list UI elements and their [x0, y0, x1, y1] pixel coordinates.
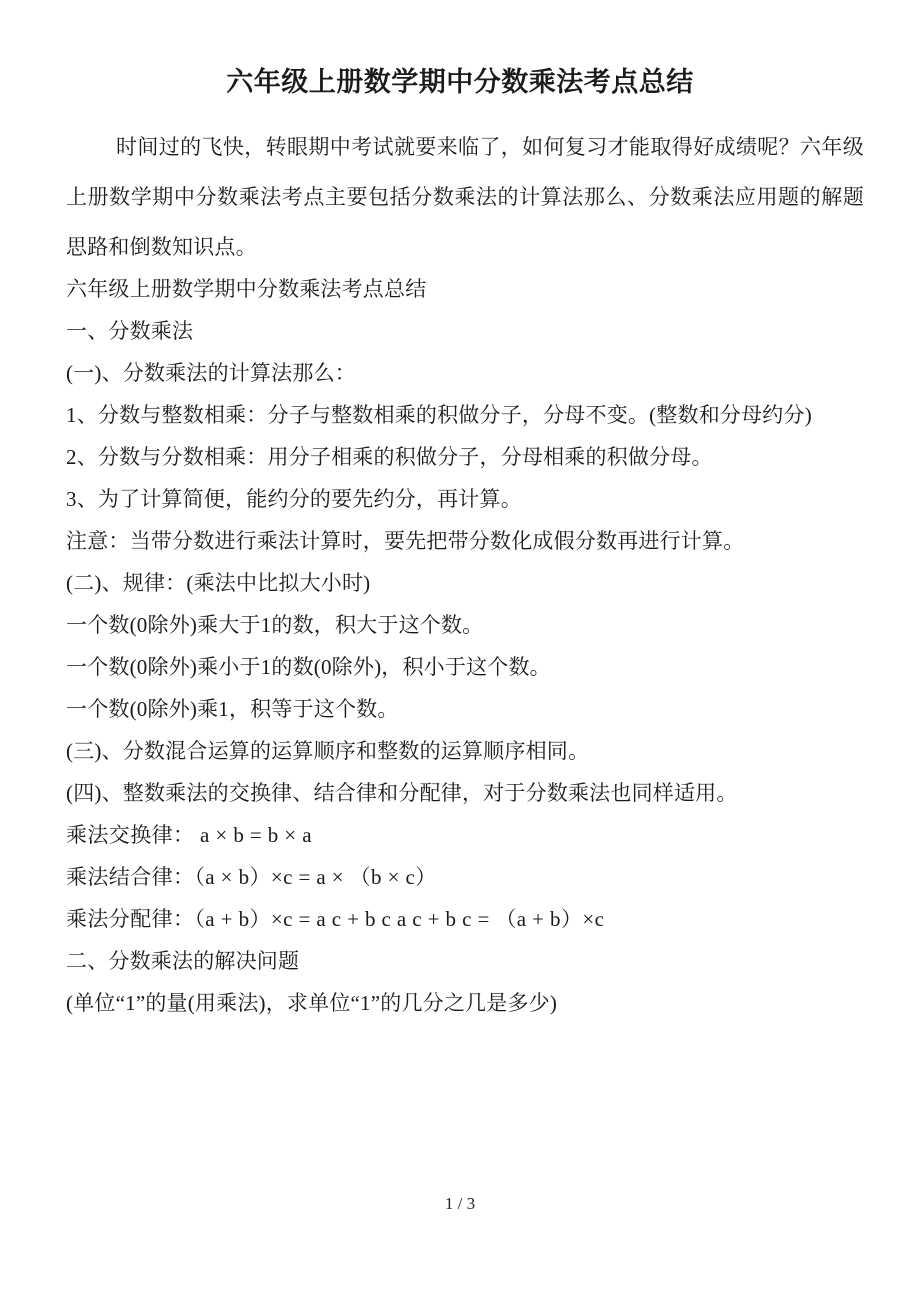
body-line-note: 注意：当带分数进行乘法计算时，要先把带分数化成假分数再进行计算。 — [66, 529, 745, 553]
body-line-distributive-law: 乘法分配律：（a + b）×c = a c + b c a c + b c = （a + b）×c — [66, 907, 605, 931]
body-line-subsection-two: (二)、规律：(乘法中比拟大小时) — [66, 571, 371, 595]
intro-paragraph: 时间过的飞快，转眼期中考试就要来临了，如何复习才能取得好成绩呢？六年级上册数学期中分数乘法考点主要包括分数乘法的计算法那么、分数乘法应用题的解题思路和倒数知识点。 — [66, 135, 864, 259]
body-line-subsection-three: (三)、分数混合运算的运算顺序和整数的运算顺序相同。 — [66, 739, 590, 763]
body-line-rule-2: 2、分数与分数相乘：用分子相乘的积做分子，分母相乘的积做分母。 — [66, 445, 713, 469]
body-line-pattern-less: 一个数(0除外)乘小于1的数(0除外)，积小于这个数。 — [66, 655, 551, 679]
body-line-subsection-four: (四)、整数乘法的交换律、结合律和分配律，对于分数乘法也同样适用。 — [66, 781, 738, 805]
page-title: 六年级上册数学期中分数乘法考点总结 — [226, 67, 694, 97]
body-line-unit-one-note: (单位“1”的量(用乘法)，求单位“1”的几分之几是多少) — [66, 991, 558, 1015]
body-line-heading-repeat: 六年级上册数学期中分数乘法考点总结 — [66, 277, 427, 301]
body-line-section-one: 一、分数乘法 — [66, 319, 194, 343]
body-line-commutative-law: 乘法交换律： a × b = b × a — [66, 823, 312, 847]
body-line-pattern-equal: 一个数(0除外)乘1，积等于这个数。 — [66, 697, 399, 721]
body-line-associative-law: 乘法结合律：（a × b）×c = a × （b × c） — [66, 865, 437, 889]
body-line-rule-3: 3、为了计算简便，能约分的要先约分，再计算。 — [66, 487, 522, 511]
page-number: 1 / 3 — [444, 1194, 476, 1213]
document-body — [66, 268, 866, 1024]
body-line-pattern-greater: 一个数(0除外)乘大于1的数，积大于这个数。 — [66, 613, 484, 637]
body-line-section-two: 二、分数乘法的解决问题 — [66, 949, 300, 973]
body-line-subsection-one: (一)、分数乘法的计算法那么： — [66, 361, 356, 385]
body-line-rule-1: 1、分数与整数相乘：分子与整数相乘的积做分子，分母不变。(整数和分母约分) — [66, 403, 812, 427]
